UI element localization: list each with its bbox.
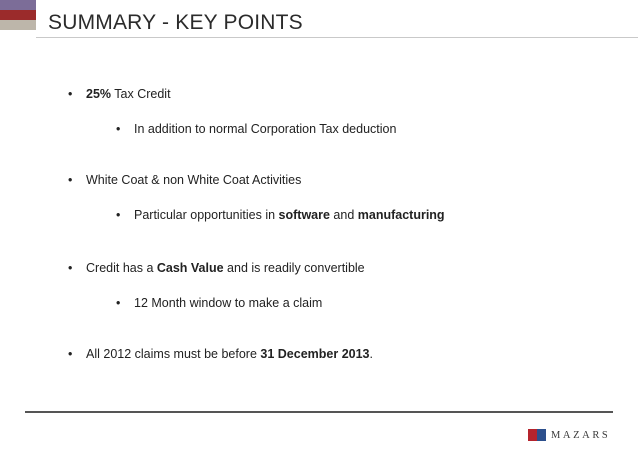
accent-bar-red (0, 10, 36, 20)
item-bold: Cash Value (156, 261, 224, 275)
bullet-icon: • (116, 208, 121, 222)
item-text: In addition to normal Corporation Tax deduction (134, 122, 397, 136)
item-text: and (329, 208, 358, 222)
footer-divider (25, 411, 613, 413)
bullet-icon: • (68, 261, 73, 275)
item-text: All 2012 claims must be before (86, 347, 261, 361)
item-bold: 25% (86, 87, 112, 101)
bullet-icon: • (116, 122, 121, 136)
item-text: Credit has a (86, 261, 157, 275)
mazars-logo-icon (528, 429, 546, 441)
item-text: . (369, 347, 373, 361)
item-text: Tax Credit (111, 87, 171, 101)
bullet-icon: • (68, 347, 73, 361)
item-text: 12 Month window to make a claim (134, 296, 323, 310)
bullet-item-cash-value (68, 260, 365, 276)
bullet-item-activities (68, 172, 301, 188)
item-bold: 31 December 2013 (260, 347, 370, 361)
mazars-logo (528, 428, 610, 442)
bullet-icon: • (116, 296, 121, 310)
item-bold: software (278, 208, 330, 222)
bullet-icon: • (68, 87, 73, 101)
slide-title: SUMMARY - KEY POINTS (48, 11, 303, 34)
bullet-icon: • (68, 173, 73, 187)
logo-text: MAZARS (551, 429, 611, 441)
title-divider (36, 37, 638, 38)
item-bold: manufacturing (357, 208, 445, 222)
bullet-item-deadline (68, 346, 373, 362)
bullet-item-tax-credit (68, 86, 171, 102)
sub-bullet-item-claim-window (116, 295, 322, 311)
item-text: and is readily convertible (223, 261, 365, 275)
item-text: White Coat & non White Coat Activities (86, 173, 302, 187)
item-text: Particular opportunities in (134, 208, 279, 222)
accent-bar-purple (0, 0, 36, 10)
sub-bullet-item-opportunities (116, 207, 445, 223)
sub-bullet-item-corporation-tax (116, 121, 396, 137)
accent-bar-beige (0, 20, 36, 30)
